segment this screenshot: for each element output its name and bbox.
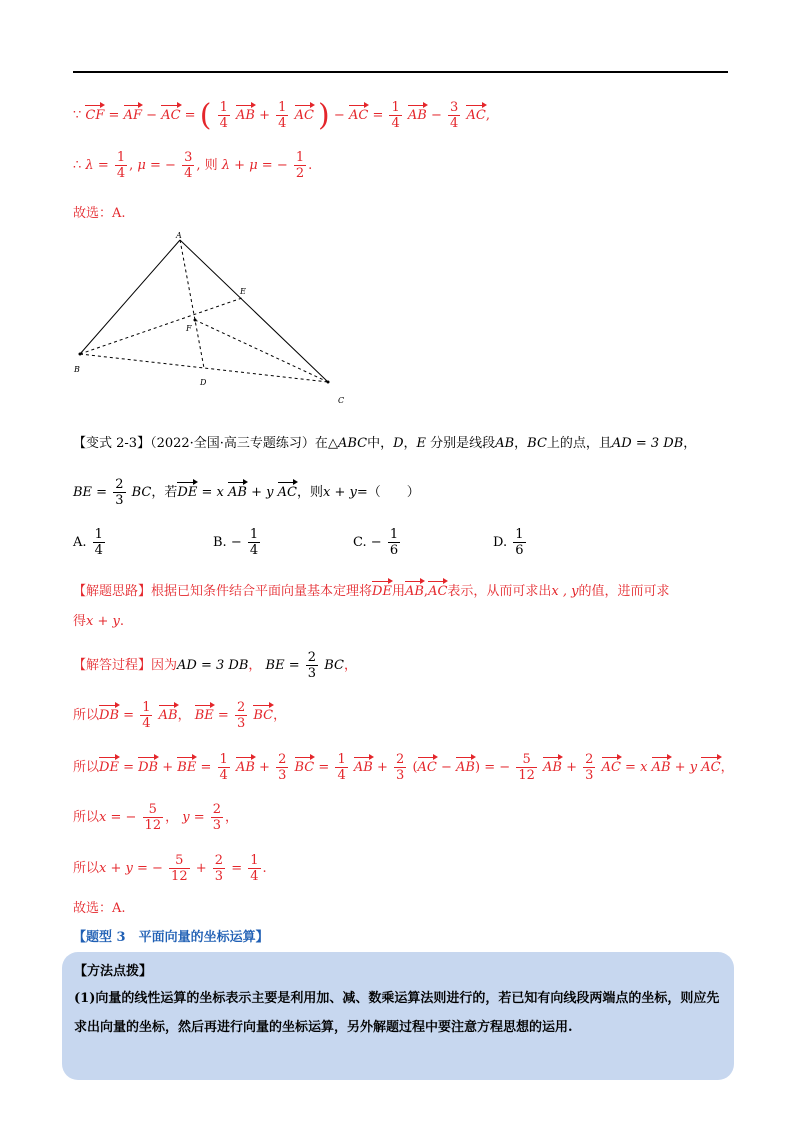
question-blank: =（ ）: [356, 485, 420, 500]
equals: =: [372, 108, 384, 123]
method-box: [62, 952, 734, 1080]
so-word: 所以: [73, 760, 100, 775]
text: 得: [73, 614, 87, 629]
fraction: $\frac{1}{4}$: [142, 700, 151, 731]
lambda-plus-mu: λ + μ: [221, 158, 258, 173]
minus: −: [146, 108, 158, 123]
therefore-symbol: ∴: [73, 158, 82, 173]
answer-process: 故选：A.: [73, 901, 126, 916]
vector-ac: AC: [417, 760, 437, 775]
vector-ac: AC: [277, 485, 297, 500]
period: .: [262, 861, 267, 876]
period: .: [308, 158, 313, 173]
fraction: $\frac{3}{4}$: [450, 100, 459, 131]
comma: ，: [165, 810, 179, 825]
point-e-text: E: [416, 436, 427, 451]
text: 上的点，且: [546, 436, 612, 451]
fraction: $\frac{2}{3}$: [212, 802, 222, 833]
text: 分别是线段: [426, 436, 496, 451]
fraction: $\frac{2}{3}$: [115, 477, 124, 508]
minus: −: [431, 108, 442, 123]
sum-equals: x + y = −: [99, 861, 163, 876]
variant-problem-line2: [73, 477, 420, 508]
vector-ab: AB: [353, 760, 373, 775]
equals: =: [484, 760, 496, 775]
mu: μ: [137, 158, 146, 173]
process-line1: [73, 650, 357, 681]
vector-ab: AB: [407, 108, 427, 123]
be-eq: BE =: [73, 485, 108, 500]
left-paren: (: [199, 98, 212, 133]
text: 根据已知条件结合平面向量基本定理将: [151, 584, 373, 599]
comma: ，: [683, 436, 697, 451]
fraction: $\frac{2}{3}$: [214, 853, 224, 884]
point-c: [327, 381, 330, 384]
x-equals: x = −: [99, 810, 137, 825]
fraction: $\frac{1}{4}$: [249, 527, 259, 558]
bc: BC: [324, 658, 344, 673]
comma: ,: [485, 108, 490, 123]
equals-minus: = −: [150, 158, 176, 173]
point-f: [194, 319, 197, 322]
fraction: $\frac{1}{4}$: [250, 853, 259, 884]
fraction: $\frac{3}{4}$: [184, 150, 193, 181]
fraction: $\frac{2}{3}$: [236, 700, 246, 731]
comma: ,: [196, 158, 201, 173]
period: .: [119, 614, 124, 629]
x: x: [216, 485, 224, 500]
vector-bc: BC: [294, 760, 315, 775]
text: 的值，进而可求: [578, 584, 670, 599]
fraction: $\frac{1}{6}$: [389, 527, 399, 558]
plus: +: [162, 760, 174, 775]
fraction: $\frac{2}{3}$: [307, 650, 317, 681]
vector-ab: AB: [543, 760, 562, 775]
then-word: 则: [204, 158, 218, 173]
fraction: $\frac{1}{2}$: [295, 150, 305, 181]
vector-bc: BC: [253, 708, 274, 723]
fraction: $\frac{5}{12}$: [144, 802, 162, 833]
comma: ，: [514, 436, 528, 451]
fraction: $\frac{5}{12}$: [171, 853, 188, 884]
vector-ab: AB: [456, 760, 475, 775]
because-symbol: ∵: [73, 108, 82, 123]
vector-ac: AC: [294, 108, 314, 123]
right-paren: ): [318, 98, 330, 133]
equals: =: [97, 158, 109, 173]
equals: =: [201, 485, 213, 500]
equation-cf: [73, 98, 490, 133]
process-line3: [73, 752, 734, 783]
equals-minus: = −: [261, 158, 288, 173]
vector-ac: AC: [701, 760, 721, 775]
fraction: $\frac{1}{4}$: [337, 752, 346, 783]
text: 因为: [151, 658, 178, 673]
thinking-tag: 【解题思路】: [73, 584, 152, 599]
so-word: 所以: [73, 810, 100, 825]
comma: ，: [343, 658, 357, 673]
label-f: F: [186, 324, 192, 333]
vector-be: BE: [177, 760, 197, 775]
plus: +: [195, 861, 207, 876]
fraction: $\frac{1}{4}$: [94, 527, 103, 558]
left-paren: (: [412, 760, 418, 775]
comma: ，: [177, 708, 191, 723]
equals: =: [200, 760, 212, 775]
y-equals: y =: [182, 810, 205, 825]
option-label: B.: [213, 535, 227, 550]
vector-ab: AB: [236, 108, 255, 123]
header-rule: [73, 71, 728, 73]
plus: +: [259, 108, 270, 123]
x-plus-y: x + y: [86, 614, 120, 629]
option-sign: −: [370, 535, 382, 550]
equals: =: [123, 760, 134, 775]
equals: =: [625, 760, 636, 775]
lambda: λ: [85, 158, 94, 173]
equals: =: [184, 108, 196, 123]
vector-ac: AC: [601, 760, 621, 775]
comma: ，: [273, 708, 287, 723]
equals: =: [318, 760, 330, 775]
option-sign: −: [230, 535, 242, 550]
label-e: E: [240, 287, 246, 296]
equals: =: [217, 708, 229, 723]
method-text: (1)向量的线性运算的坐标表示主要是利用加、减、数乘运算法则进行的，若已知有向线段两端点的坐标，则应先求出向量的坐标，然后再进行向量的坐标运算，另外解题过程中要注意方程思想的运用.: [74, 991, 720, 1035]
text: 中，: [367, 436, 394, 451]
fraction: $\frac{5}{12}$: [518, 752, 535, 783]
fraction: $\frac{1}{4}$: [391, 100, 400, 131]
thinking-line1: [73, 580, 670, 599]
vector-ab: AB: [651, 760, 671, 775]
x: x: [640, 760, 648, 775]
plus: +: [376, 760, 388, 775]
option-label: C.: [353, 535, 367, 550]
vector-ac: AC: [348, 108, 369, 123]
vector-ab: AB: [228, 485, 247, 500]
option-d[interactable]: [493, 527, 528, 558]
plus: +: [259, 760, 270, 775]
fraction: $\frac{1}{4}$: [219, 100, 228, 131]
ab: AB: [495, 436, 515, 451]
minus: −: [333, 108, 345, 123]
fraction: $\frac{1}{4}$: [278, 100, 287, 131]
minus: −: [499, 760, 511, 775]
option-b[interactable]: [213, 527, 262, 558]
process-line2: [73, 700, 286, 731]
variant-problem-line1: [73, 432, 696, 451]
ad-equation: AD = 3 DB: [177, 658, 249, 673]
answer-prev: 故选：A.: [73, 206, 126, 221]
x-y: x , y: [551, 584, 579, 599]
comma: ，: [225, 810, 239, 825]
comma: ，: [403, 436, 417, 451]
process-tag: 【解答过程】: [73, 658, 152, 673]
vector-ab: AB: [404, 584, 424, 599]
vector-ac: AC: [161, 108, 181, 123]
text: ，若: [151, 485, 178, 500]
equation-lambda-mu: [73, 150, 312, 181]
be-eq: BE =: [265, 658, 300, 673]
option-label: D.: [493, 535, 508, 550]
bc: BC: [131, 485, 152, 500]
process-line4: [73, 802, 238, 833]
vector-de: DE: [372, 584, 392, 599]
vector-ac: AC: [466, 108, 486, 123]
vector-ab: AB: [158, 708, 178, 723]
variant-tag: 【变式 2-3】: [73, 436, 151, 451]
method-title: 【方法点拨】: [74, 964, 153, 979]
vector-de: DE: [99, 760, 119, 775]
vector-db: DB: [99, 708, 119, 723]
label-a: A: [176, 231, 182, 240]
option-label: A.: [73, 535, 87, 550]
fraction: $\frac{1}{6}$: [515, 527, 524, 558]
so-word: 所以: [73, 708, 100, 723]
label-d: D: [200, 378, 207, 387]
comma: ，: [720, 760, 734, 775]
vector-ab: AB: [235, 760, 255, 775]
y: y: [266, 485, 274, 500]
comma: ，: [248, 658, 262, 673]
vector-de: DE: [177, 485, 198, 500]
so-word: 所以: [73, 861, 100, 876]
plus: +: [674, 760, 686, 775]
fraction: $\frac{1}{4}$: [219, 752, 228, 783]
fraction: $\frac{1}{4}$: [116, 150, 126, 181]
vector-db: DB: [138, 760, 159, 775]
point-d-text: D: [393, 436, 404, 451]
equals: =: [231, 861, 243, 876]
side-ab: [80, 240, 180, 354]
section-title: 【题型 3 平面向量的坐标运算】: [73, 930, 269, 945]
plus: +: [566, 760, 577, 775]
triangle-figure: [70, 228, 360, 408]
label-b: B: [74, 365, 80, 374]
thinking-line2: [73, 610, 124, 629]
option-c[interactable]: [353, 527, 402, 558]
vector-be: BE: [194, 708, 214, 723]
vector-ac: AC: [428, 584, 448, 599]
x-plus-y: x + y: [323, 485, 357, 500]
plus: +: [251, 485, 262, 500]
minus: −: [441, 760, 452, 775]
text: ，则: [296, 485, 323, 500]
comma: ,: [129, 158, 134, 173]
fraction: $\frac{2}{3}$: [585, 752, 594, 783]
process-line5: [73, 853, 267, 884]
y: y: [689, 760, 698, 775]
abc: ABC: [337, 436, 368, 451]
label-c: C: [338, 396, 345, 405]
fraction: $\frac{2}{3}$: [396, 752, 405, 783]
triangle-symbol: △: [327, 436, 338, 451]
comma: ,: [423, 584, 429, 599]
source-text: （2022·全国·高三专题练习）在: [150, 436, 328, 451]
option-a[interactable]: [73, 527, 107, 558]
ad-equation: AD = 3 DB: [611, 436, 684, 451]
equals: =: [123, 708, 135, 723]
right-paren: ): [475, 760, 481, 775]
segment-cf: [195, 320, 328, 382]
fraction: $\frac{2}{3}$: [278, 752, 287, 783]
bc: BC: [527, 436, 547, 451]
text: 表示，从而可求出: [447, 584, 552, 599]
text: 用: [391, 584, 405, 599]
vector-af: AF: [123, 108, 142, 123]
equals: =: [108, 108, 120, 123]
point-b: [79, 353, 82, 356]
vector-cf: CF: [85, 108, 105, 123]
